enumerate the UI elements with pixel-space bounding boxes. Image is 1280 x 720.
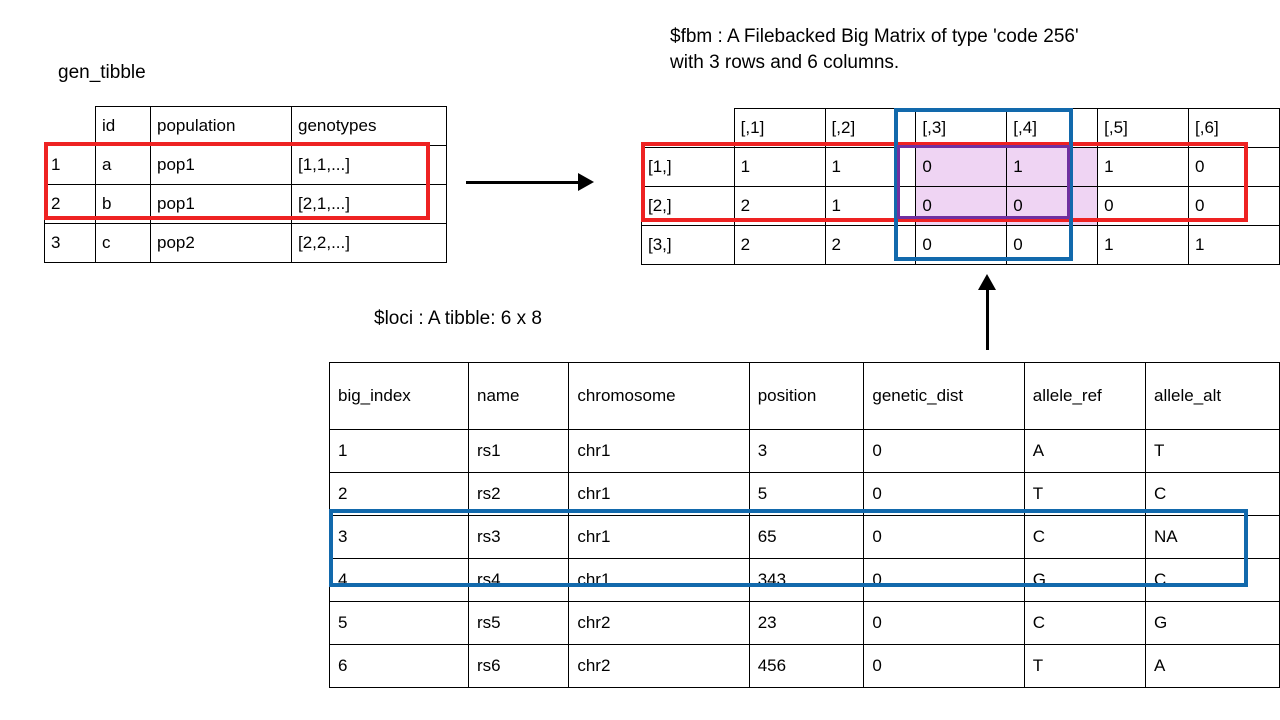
fbm-header-col1: [,1] <box>734 109 825 148</box>
cell-genotypes: [1,1,...] <box>292 146 447 185</box>
loci-cell-position: 343 <box>749 559 864 602</box>
loci-cell-position: 5 <box>749 473 864 516</box>
loci-cell-position: 3 <box>749 430 864 473</box>
gen-tibble-header-blank <box>45 107 96 146</box>
fbm-cell: 0 <box>1189 148 1280 187</box>
fbm-cell: 1 <box>734 148 825 187</box>
loci-cell-name: rs1 <box>468 430 568 473</box>
table-row <box>330 430 1280 473</box>
loci-cell-big-index: 3 <box>330 516 469 559</box>
fbm-cell: 1 <box>1098 148 1189 187</box>
gen-tibble-title: gen_tibble <box>58 62 146 83</box>
loci-cell-name: rs6 <box>468 645 568 688</box>
loci-cell-allele-alt: G <box>1146 602 1280 645</box>
fbm-cell: 0 <box>916 148 1007 187</box>
loci-header-allele-alt: allele_alt <box>1146 363 1280 430</box>
loci-cell-chromosome: chr1 <box>569 430 749 473</box>
fbm-cell: 0 <box>1098 187 1189 226</box>
cell-id: c <box>96 224 151 263</box>
table-row <box>330 602 1280 645</box>
row-index: 2 <box>45 185 96 224</box>
loci-cell-allele-alt: C <box>1146 473 1280 516</box>
loci-cell-position: 65 <box>749 516 864 559</box>
loci-header-chromosome: chromosome <box>569 363 749 430</box>
loci-cell-name: rs2 <box>468 473 568 516</box>
gen-tibble-header-population: population <box>151 107 292 146</box>
cell-population: pop1 <box>151 185 292 224</box>
arrow-up-line <box>986 290 989 350</box>
loci-cell-chromosome: chr2 <box>569 645 749 688</box>
arrow-right-icon <box>578 173 594 191</box>
loci-cell-genetic-dist: 0 <box>864 645 1024 688</box>
loci-cell-allele-ref: A <box>1024 430 1145 473</box>
cell-genotypes: [2,2,...] <box>292 224 447 263</box>
fbm-cell: 2 <box>734 226 825 265</box>
loci-cell-allele-alt: C <box>1146 559 1280 602</box>
loci-cell-allele-alt: NA <box>1146 516 1280 559</box>
fbm-cell: 0 <box>1007 226 1098 265</box>
fbm-row-label: [2,] <box>642 187 735 226</box>
fbm-cell: 2 <box>825 226 916 265</box>
loci-cell-allele-ref: T <box>1024 645 1145 688</box>
loci-cell-genetic-dist: 0 <box>864 516 1024 559</box>
loci-cell-position: 456 <box>749 645 864 688</box>
loci-cell-big-index: 4 <box>330 559 469 602</box>
gen-tibble-header-id: id <box>96 107 151 146</box>
cell-population: pop2 <box>151 224 292 263</box>
row-index: 3 <box>45 224 96 263</box>
fbm-header-col3: [,3] <box>916 109 1007 148</box>
fbm-header-col6: [,6] <box>1189 109 1280 148</box>
arrow-up-icon <box>978 274 996 290</box>
gen-tibble-header-genotypes: genotypes <box>292 107 447 146</box>
fbm-cell: 1 <box>825 187 916 226</box>
fbm-cell: 2 <box>734 187 825 226</box>
loci-cell-chromosome: chr1 <box>569 516 749 559</box>
fbm-cell: 1 <box>1007 148 1098 187</box>
loci-cell-genetic-dist: 0 <box>864 430 1024 473</box>
table-header-row <box>45 107 447 146</box>
fbm-header-col4: [,4] <box>1007 109 1098 148</box>
fbm-row-label: [1,] <box>642 148 735 187</box>
loci-cell-big-index: 2 <box>330 473 469 516</box>
loci-cell-position: 23 <box>749 602 864 645</box>
loci-cell-genetic-dist: 0 <box>864 602 1024 645</box>
fbm-cell: 0 <box>1189 187 1280 226</box>
loci-cell-chromosome: chr2 <box>569 602 749 645</box>
loci-cell-chromosome: chr1 <box>569 559 749 602</box>
table-row <box>330 645 1280 688</box>
loci-cell-allele-ref: C <box>1024 516 1145 559</box>
loci-caption: $loci : A tibble: 6 x 8 <box>374 308 542 329</box>
loci-cell-allele-ref: G <box>1024 559 1145 602</box>
gen-tibble-row-highlight <box>44 142 430 220</box>
fbm-caption-line2: with 3 rows and 6 columns. <box>670 51 900 73</box>
loci-cell-big-index: 1 <box>330 430 469 473</box>
table-row <box>45 224 447 263</box>
arrow-right-line <box>466 181 582 184</box>
table-header-row <box>330 363 1280 430</box>
loci-cell-name: rs4 <box>468 559 568 602</box>
loci-row-highlight <box>329 509 1248 587</box>
loci-cell-genetic-dist: 0 <box>864 473 1024 516</box>
cell-population: pop1 <box>151 146 292 185</box>
loci-header-name: name <box>468 363 568 430</box>
loci-cell-allele-ref: C <box>1024 602 1145 645</box>
loci-cell-allele-ref: T <box>1024 473 1145 516</box>
loci-cell-name: rs3 <box>468 516 568 559</box>
fbm-header-col2: [,2] <box>825 109 916 148</box>
loci-cell-big-index: 5 <box>330 602 469 645</box>
loci-cell-genetic-dist: 0 <box>864 559 1024 602</box>
loci-cell-allele-alt: A <box>1146 645 1280 688</box>
loci-header-genetic-dist: genetic_dist <box>864 363 1024 430</box>
fbm-cell: 1 <box>1189 226 1280 265</box>
row-index: 1 <box>45 146 96 185</box>
loci-cell-name: rs5 <box>468 602 568 645</box>
fbm-row-label: [3,] <box>642 226 735 265</box>
loci-cell-allele-alt: T <box>1146 430 1280 473</box>
fbm-caption <box>670 24 1079 75</box>
loci-header-big-index: big_index <box>330 363 469 430</box>
cell-id: b <box>96 185 151 224</box>
loci-header-position: position <box>749 363 864 430</box>
fbm-cell: 1 <box>1098 226 1189 265</box>
fbm-cell: 0 <box>1007 187 1098 226</box>
fbm-intersection-highlight <box>897 145 1070 219</box>
fbm-cell: 0 <box>916 187 1007 226</box>
cell-genotypes: [2,1,...] <box>292 185 447 224</box>
loci-cell-big-index: 6 <box>330 645 469 688</box>
fbm-caption-line1: $fbm : A Filebacked Big Matrix of type 'code 256' <box>670 26 1079 47</box>
loci-cell-chromosome: chr1 <box>569 473 749 516</box>
cell-id: a <box>96 146 151 185</box>
fbm-cell: 0 <box>916 226 1007 265</box>
fbm-header-col5: [,5] <box>1098 109 1189 148</box>
fbm-cell: 1 <box>825 148 916 187</box>
loci-header-allele-ref: allele_ref <box>1024 363 1145 430</box>
